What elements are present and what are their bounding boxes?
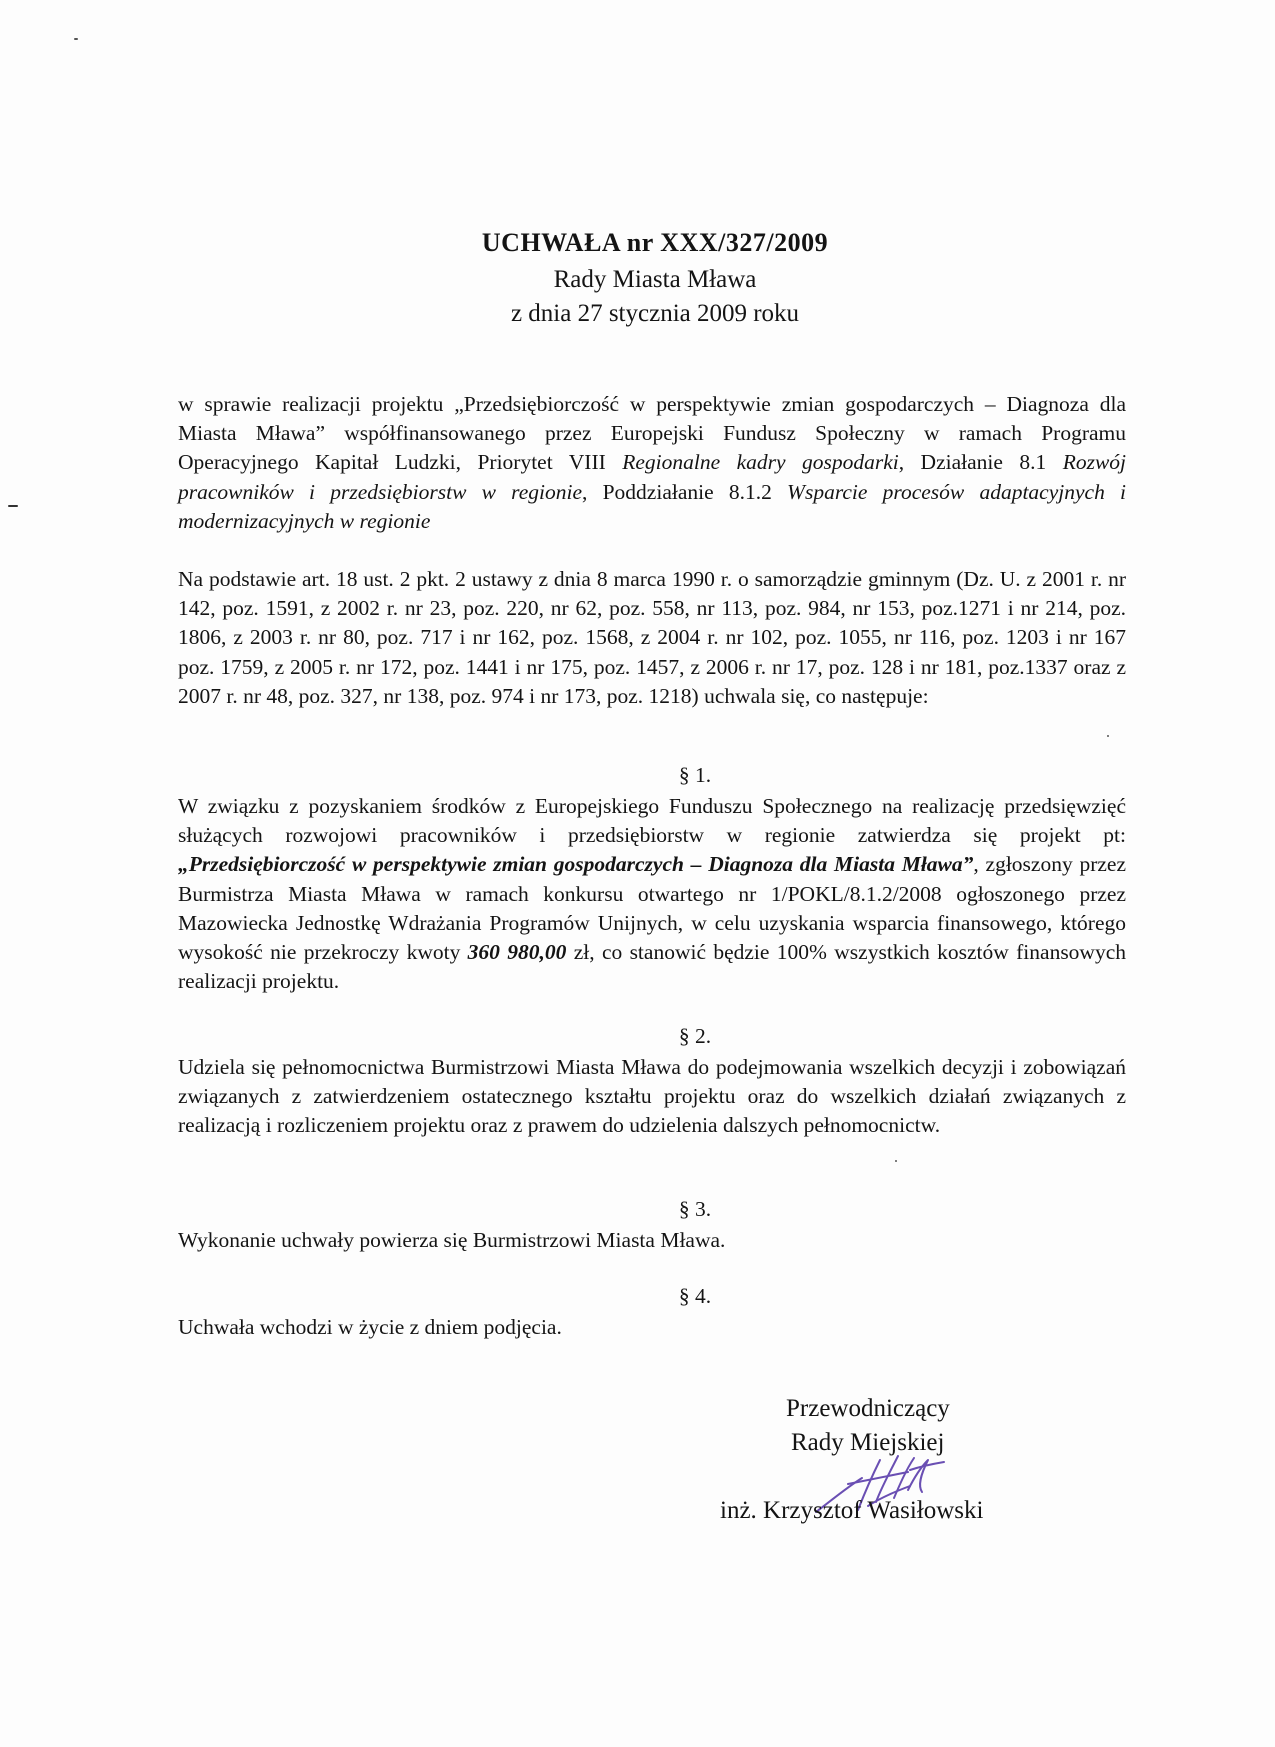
scan-speck bbox=[74, 38, 78, 40]
subject-measure-name: Rozwój pracowników i przedsiębiorstw w regionie bbox=[178, 450, 1127, 504]
legal-basis-paragraph: Na podstawie art. 18 ust. 2 pkt. 2 ustawy z dnia 8 marca 1990 r. o samorządzie gminnym (Dz. U. z 2001 r. nr 142, poz. 1591, z 2002 r. nr 23, poz. 220, nr 62, poz. 558, nr 113, poz. 984, nr 153, poz.1271 i nr 214, poz. 1806, z 2003 r. nr 80, poz. 717 i nr 162, poz. 1568, z 2004 r. nr 102, poz. 1055, nr 116, poz. 1203 i nr 167 poz. 1759, z 2005 r. nr 172, poz. 1441 i nr 175, poz. 1457, z 2006 r. nr 17, poz. 128 i nr 181, poz.1337 oraz z 2007 r. nr 48, poz. 327, nr 138, poz. 974 i nr 173, poz. 1218) uchwala się, co następuje: bbox=[178, 567, 1126, 708]
subject-mid2: , Poddziałanie 8.1.2 bbox=[582, 479, 788, 504]
subject-paragraph bbox=[178, 390, 1126, 536]
section-1-text-before: W związku z pozyskaniem środków z Europejskiego Funduszu Społecznego na realizację przedsięwzięć służących rozwojowi pracowników i przedsiębiorstw w regionie zatwierdza się projekt pt: bbox=[178, 794, 1126, 848]
section-4-text: Uchwała wchodzi w życie z dniem podjęcia. bbox=[178, 1315, 562, 1339]
section-3-text: Wykonanie uchwały powierza się Burmistrzowi Miasta Mława. bbox=[178, 1228, 726, 1252]
section-1-amount: 360 980,00 bbox=[467, 940, 567, 965]
resolution-title: UCHWAŁA nr XXX/327/2009 bbox=[481, 228, 829, 257]
scan-speck bbox=[895, 1160, 897, 1162]
subject-priority-name: Regionalne kadry gospodarki bbox=[622, 450, 899, 475]
section-mark-1: § 1. bbox=[678, 763, 712, 787]
section-1-text-middle: , zgłoszony przez Burmistrza Miasta Mława w ramach konkursu otwartego nr 1/POKL/8.1.2/2008 ogłoszonego przez Mazowiecka Jednostkę Wdrażania Programów Unijnych, w celu uzyskania wsparcia finansowego, którego wysokość nie przekroczy kwoty bbox=[178, 852, 1126, 965]
resolution-issuer: Rady Miasta Mława bbox=[553, 266, 757, 293]
scan-speck bbox=[8, 505, 18, 507]
section-1-text bbox=[178, 792, 1126, 996]
signatory-name: inż. Krzysztof Wasiłowski bbox=[720, 1497, 984, 1524]
section-2-text: Udziela się pełnomocnictwa Burmistrzowi Miasta Mława do podejmowania wszelkich decyzji i zobowiązań związanych z zatwierdzeniem ostatecznego kształtu projektu oraz do wszelkich działań związanych z realizacją i rozliczeniem projektu oraz z prawem do udzielenia dalszych pełnomocnictw. bbox=[178, 1055, 1126, 1138]
section-mark-3: § 3. bbox=[678, 1197, 712, 1221]
section-mark-2: § 2. bbox=[678, 1024, 712, 1048]
signature-body: Rady Miejskiej bbox=[791, 1429, 945, 1456]
section-mark-4: § 4. bbox=[678, 1284, 712, 1308]
subject-submeasure-name: Wsparcie procesów adaptacyjnych i modernizacyjnych w regionie bbox=[178, 479, 1127, 533]
subject-mid1: , Działanie 8.1 bbox=[898, 450, 1063, 475]
scan-speck bbox=[1107, 735, 1109, 737]
resolution-date: z dnia 27 stycznia 2009 roku bbox=[510, 300, 800, 327]
subject-lead: w sprawie realizacji projektu „Przedsiębiorczość w perspektywie zmian gospodarczych – Diagnoza dla Miasta Mława” współfinansowanego przez Europejski Fundusz Społeczny w ramach Programu Operacyjnego Kapitał Ludzki, Priorytet VIII bbox=[178, 392, 1126, 475]
section-1-project-title: „Przedsiębiorczość w perspektywie zmian gospodarczych – Diagnoza dla Miasta Mława” bbox=[178, 852, 974, 877]
section-1-text-after: zł, co stanowić będzie 100% wszystkich kosztów finansowych realizacji projektu. bbox=[178, 940, 1127, 994]
signature-role: Przewodniczący bbox=[786, 1395, 950, 1422]
